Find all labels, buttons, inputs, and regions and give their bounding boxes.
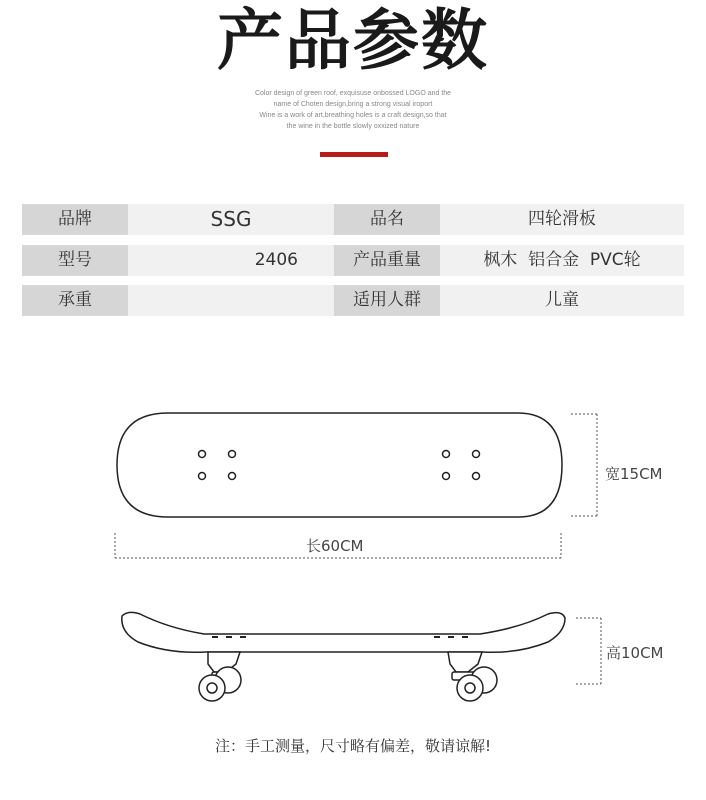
spec-label-brand: 品牌: [22, 204, 128, 235]
measurement-note: 注：手工测量，尺寸略有偏差，敬请谅解!: [214, 737, 491, 755]
spec-value-product-name: 四轮滑板: [440, 204, 684, 235]
width-dimension-line: [571, 414, 597, 516]
spec-label-model: 型号: [22, 245, 128, 276]
spec-value-weight: 枫木 铝合金 PVC轮: [440, 245, 684, 276]
spec-label-product-name: 品名: [334, 204, 440, 235]
spec-label-audience: 适用人群: [334, 285, 440, 316]
height-label: 高10CM: [606, 644, 664, 662]
subtitle-line: Color design of green roof, exquisuse onbossed LOGO and the: [254, 90, 452, 97]
spec-label-weight: 产品重量: [334, 245, 440, 276]
subtitle-line: Wine is a work of art,breathing holes is a craft design,so that: [259, 112, 447, 119]
page-title: 产品参数: [217, 2, 489, 79]
spec-value-brand: SSG: [128, 204, 334, 235]
length-label: 长60CM: [306, 537, 364, 555]
subtitle-line: name of Choten design,bring a strong visual iroport: [273, 101, 433, 108]
left-wheels: [199, 667, 241, 701]
spec-label-load: 承重: [22, 285, 128, 316]
subtitle-line: the wine in the bottle slowly oxxized nature: [286, 123, 420, 130]
spec-value-model: 2406: [128, 245, 334, 276]
deck-top-view: [117, 413, 562, 517]
spec-value-audience: 儿童: [440, 285, 684, 316]
width-label: 宽15CM: [605, 465, 663, 483]
height-dimension-line: [576, 618, 601, 684]
deck-side-view: [122, 612, 565, 652]
